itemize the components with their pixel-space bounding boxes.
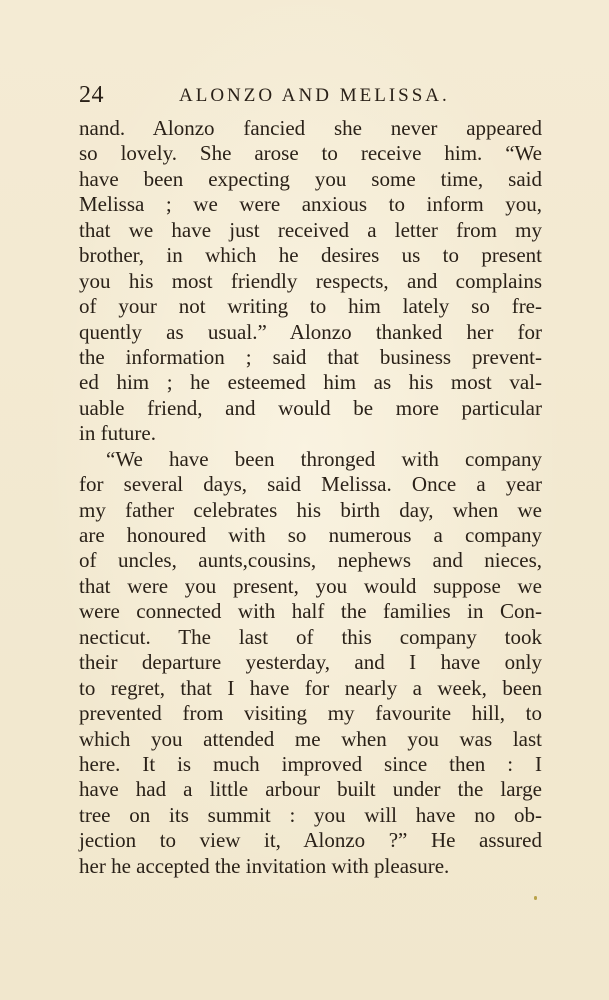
text-line: were connected with half the families in Con- (79, 599, 542, 624)
ink-speck (534, 896, 537, 900)
text-line: have had a little arbour built under the large (79, 777, 542, 802)
text-line: necticut. The last of this company took (79, 624, 542, 649)
text-line: their departure yesterday, and I have only (79, 650, 542, 675)
page-header (79, 80, 539, 110)
text-line: Melissa ; we were anxious to inform you, (79, 192, 542, 217)
text-line: in future. (79, 421, 156, 446)
page-number: 24 (79, 82, 104, 108)
text-line: prevented from visiting my favourite hill, to (79, 701, 542, 726)
paragraph-2 (79, 447, 542, 879)
text-line: that we have just received a letter from my (79, 217, 542, 242)
text-line: of uncles, aunts,cousins, nephews and nieces, (79, 548, 542, 573)
text-line: have been expecting you some time, said (79, 166, 542, 191)
body-text (79, 116, 542, 879)
text-line: the information ; said that business prevent- (79, 344, 542, 369)
text-line: tree on its summit : you will have no ob- (79, 802, 542, 827)
text-line: jection to view it, Alonzo ?” He assured (79, 828, 542, 853)
text-line: her he accepted the invitation with pleasure. (79, 853, 450, 878)
text-line: to regret, that I have for nearly a week, been (79, 675, 542, 700)
paragraph-1 (79, 116, 542, 447)
text-line: ed him ; he esteemed him as his most val- (79, 370, 542, 395)
text-line: “We have been thronged with company (106, 446, 542, 471)
text-line: are honoured with so numerous a company (79, 523, 542, 547)
running-head: ALONZO AND MELISSA. (179, 85, 450, 106)
text-line: you his most friendly respects, and complains (79, 268, 542, 293)
text-line: that were you present, you would suppose we (79, 573, 542, 598)
text-line: for several days, said Melissa. Once a year (79, 472, 542, 497)
text-line: quently as usual.” Alonzo thanked her for (79, 319, 542, 344)
text-line: nand. Alonzo fancied she never appeared (79, 116, 542, 140)
text-line: which you attended me when you was last (79, 726, 542, 751)
text-line: here. It is much improved since then : I (79, 751, 542, 776)
text-line: so lovely. She arose to receive him. “We (79, 141, 542, 166)
text-line: uable friend, and would be more particular (79, 395, 542, 420)
text-line: brother, in which he desires us to present (79, 243, 542, 268)
text-line: of your not writing to him lately so fre- (79, 294, 542, 319)
text-line: my father celebrates his birth day, when we (79, 497, 542, 522)
